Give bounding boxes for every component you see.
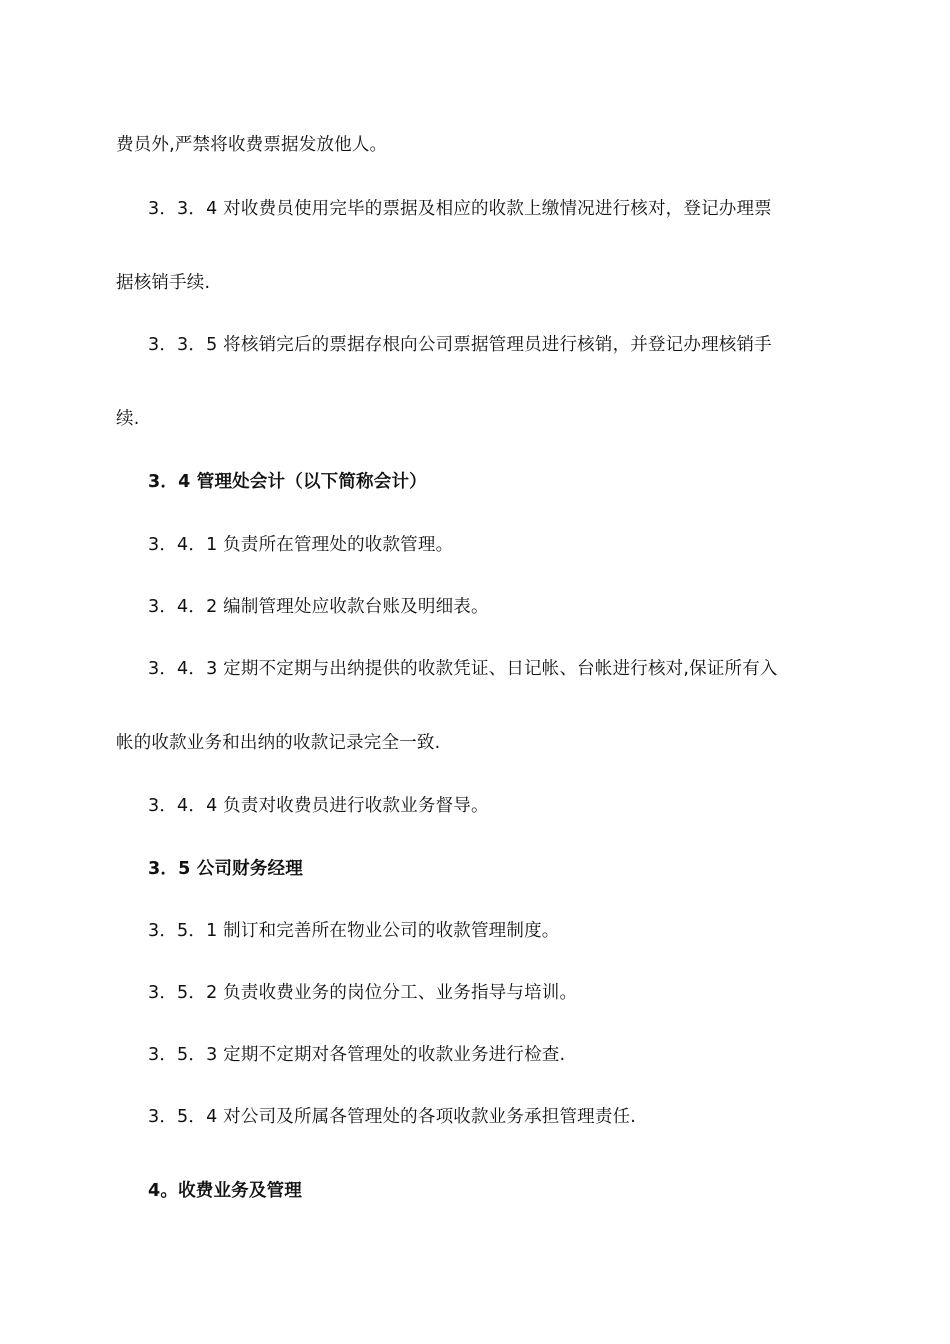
clause-3-5-2: 3．5．2 负责收费业务的岗位分工、业务指导与培训。 <box>148 983 578 1003</box>
clause-3-4-2: 3．4．2 编制管理处应收款台账及明细表。 <box>148 597 489 617</box>
clause-3-4-1: 3．4．1 负责所在管理处的收款管理。 <box>148 535 454 555</box>
section-heading-3-5: 3．5 公司财务经理 <box>148 859 303 879</box>
text-line: 据核销手续. <box>116 273 211 293</box>
clause-3-4-3: 3．4．3 定期不定期与出纳提供的收款凭证、日记帐、台帐进行核对,保证所有入 <box>148 659 778 679</box>
section-heading-3-4: 3．4 管理处会计（以下简称会计） <box>148 472 427 492</box>
text-line: 费员外,严禁将收费票据发放他人。 <box>116 135 388 155</box>
text-line: 续. <box>116 409 140 429</box>
clause-3-3-5: 3．3．5 将核销完后的票据存根向公司票据管理员进行核销，并登记办理核销手 <box>148 335 772 355</box>
text-line: 帐的收款业务和出纳的收款记录完全一致. <box>116 733 441 753</box>
clause-3-5-1: 3．5．1 制订和完善所在物业公司的收款管理制度。 <box>148 921 560 941</box>
clause-3-3-4: 3．3．4 对收费员使用完毕的票据及相应的收款上缴情况进行核对，登记办理票 <box>148 199 772 219</box>
clause-3-5-4: 3．5．4 对公司及所属各管理处的各项收款业务承担管理责任. <box>148 1107 637 1127</box>
clause-3-5-3: 3．5．3 定期不定期对各管理处的收款业务进行检查. <box>148 1045 566 1065</box>
clause-3-4-4: 3．4．4 负责对收费员进行收款业务督导。 <box>148 796 489 816</box>
section-heading-4: 4。收费业务及管理 <box>148 1181 302 1201</box>
